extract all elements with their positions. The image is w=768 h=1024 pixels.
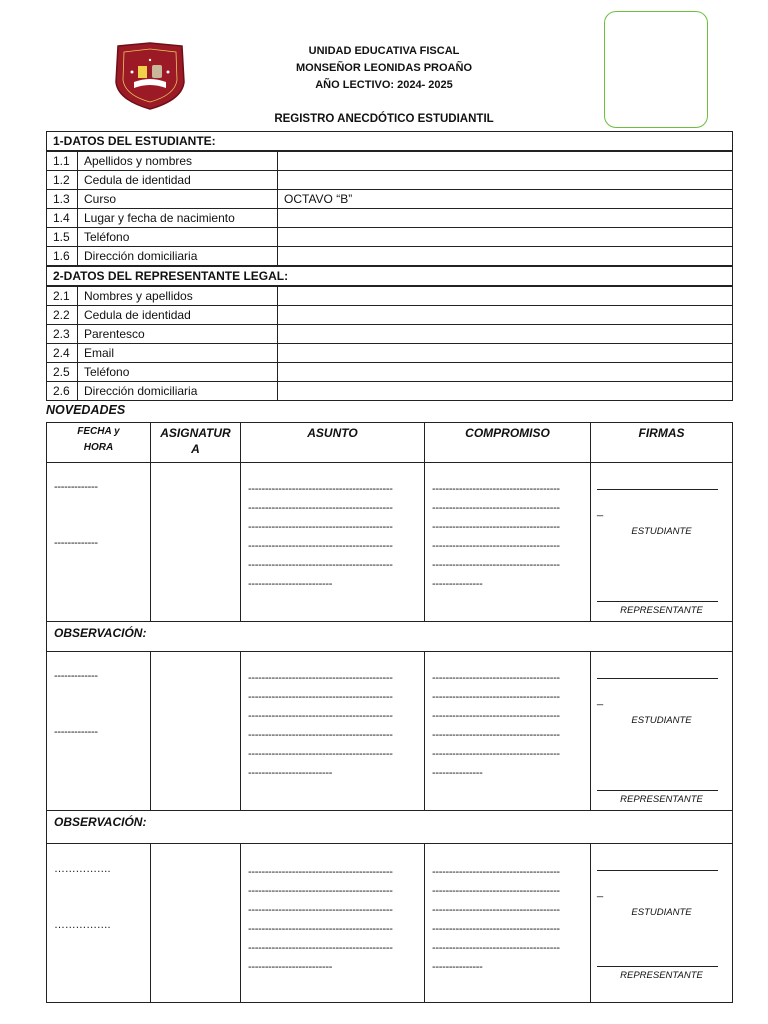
- asunto-line: -------------------------: [248, 578, 333, 590]
- asunto-cell[interactable]: [241, 463, 425, 622]
- guardian-data-table: [46, 266, 733, 401]
- field-label: Dirección domiciliaria: [78, 382, 278, 401]
- row-number: 1.4: [47, 209, 78, 228]
- representative-signature-line: [597, 966, 718, 967]
- field-value[interactable]: [278, 344, 733, 363]
- student-signature-label: ESTUDIANTE: [631, 526, 692, 537]
- field-value[interactable]: [278, 247, 733, 266]
- compromiso-line: --------------------------------------: [432, 672, 560, 684]
- asunto-line: -------------------------------------------: [248, 866, 393, 878]
- row-number: 1.3: [47, 190, 78, 209]
- compromiso-cell[interactable]: [425, 463, 591, 622]
- field-label: Curso: [78, 190, 278, 209]
- signature-underscore: _: [597, 886, 604, 898]
- asunto-line: -------------------------------------------: [248, 729, 393, 741]
- compromiso-line: ---------------: [432, 767, 483, 779]
- fecha-placeholder: …………….: [54, 863, 111, 875]
- field-label: Apellidos y nombres: [78, 151, 278, 171]
- field-value[interactable]: [278, 228, 733, 247]
- student-signature-label: ESTUDIANTE: [631, 715, 692, 726]
- signature-underscore: _: [597, 505, 604, 517]
- compromiso-line: --------------------------------------: [432, 502, 560, 514]
- compromiso-line: --------------------------------------: [432, 885, 560, 897]
- hora-placeholder: …………….: [54, 919, 111, 931]
- field-label: Teléfono: [78, 228, 278, 247]
- field-value[interactable]: [278, 171, 733, 190]
- col-header-asignatura: [151, 423, 241, 463]
- fecha-cell[interactable]: [47, 463, 151, 622]
- compromiso-line: --------------------------------------: [432, 540, 560, 552]
- novedad-entry: [47, 844, 733, 1003]
- hora-placeholder: -------------: [54, 537, 98, 549]
- field-value[interactable]: [278, 286, 733, 306]
- asunto-line: -------------------------------------------: [248, 521, 393, 533]
- compromiso-line: --------------------------------------: [432, 942, 560, 954]
- compromiso-line: --------------------------------------: [432, 923, 560, 935]
- field-label: Nombres y apellidos: [78, 286, 278, 306]
- asignatura-header-line2: A: [191, 442, 200, 456]
- row-number: 2.5: [47, 363, 78, 382]
- school-name-line2: MONSEÑOR LEONIDAS PROAÑO: [295, 62, 472, 74]
- fecha-cell[interactable]: [47, 652, 151, 811]
- document-title: REGISTRO ANECDÓTICO ESTUDIANTIL: [274, 113, 494, 125]
- compromiso-line: --------------------------------------: [432, 559, 560, 571]
- row-number: 2.6: [47, 382, 78, 401]
- observacion-row[interactable]: OBSERVACIÓN:: [47, 622, 733, 652]
- asunto-line: -------------------------------------------: [248, 691, 393, 703]
- row-number: 1.6: [47, 247, 78, 266]
- row-number: 1.5: [47, 228, 78, 247]
- compromiso-cell[interactable]: [425, 652, 591, 811]
- compromiso-line: --------------------------------------: [432, 729, 560, 741]
- asignatura-cell[interactable]: [151, 844, 241, 1003]
- field-label: Cedula de identidad: [78, 306, 278, 325]
- field-label: Teléfono: [78, 363, 278, 382]
- representative-signature-line: [597, 601, 718, 602]
- asunto-line: -------------------------------------------: [248, 942, 393, 954]
- row-number: 2.3: [47, 325, 78, 344]
- field-value[interactable]: [278, 151, 733, 171]
- student-signature-line: [597, 678, 718, 679]
- compromiso-cell[interactable]: [425, 844, 591, 1003]
- asunto-line: -------------------------------------------: [248, 923, 393, 935]
- field-label: Parentesco: [78, 325, 278, 344]
- fecha-header-line1: FECHA y: [77, 426, 120, 437]
- asunto-line: -------------------------------------------: [248, 710, 393, 722]
- asunto-line: -------------------------------------------: [248, 483, 393, 495]
- compromiso-line: --------------------------------------: [432, 521, 560, 533]
- photo-placeholder: [604, 11, 708, 128]
- novedades-table: [46, 422, 733, 1003]
- compromiso-line: --------------------------------------: [432, 691, 560, 703]
- field-label: Dirección domiciliaria: [78, 247, 278, 266]
- school-crest-logo: [112, 42, 188, 110]
- field-value[interactable]: [278, 363, 733, 382]
- novedades-title: NOVEDADES: [46, 403, 126, 417]
- fecha-cell[interactable]: [47, 844, 151, 1003]
- hora-placeholder: -------------: [54, 726, 98, 738]
- firmas-cell[interactable]: [591, 463, 733, 622]
- field-value[interactable]: [278, 306, 733, 325]
- asunto-line: -------------------------------------------: [248, 904, 393, 916]
- asignatura-cell[interactable]: [151, 463, 241, 622]
- field-label: Lugar y fecha de nacimiento: [78, 209, 278, 228]
- novedad-entry: [47, 463, 733, 622]
- row-number: 2.1: [47, 286, 78, 306]
- col-header-compromiso: COMPROMISO: [425, 423, 591, 463]
- firmas-cell[interactable]: [591, 844, 733, 1003]
- fecha-placeholder: -------------: [54, 670, 98, 682]
- asunto-line: -------------------------------------------: [248, 885, 393, 897]
- guardian-section-title: 2-DATOS DEL REPRESENTANTE LEGAL:: [47, 267, 733, 287]
- representative-signature-label: REPRESENTANTE: [620, 970, 703, 981]
- row-number: 2.4: [47, 344, 78, 363]
- compromiso-line: --------------------------------------: [432, 866, 560, 878]
- signature-underscore: _: [597, 694, 604, 706]
- student-signature-line: [597, 870, 718, 871]
- asunto-line: -------------------------------------------: [248, 748, 393, 760]
- compromiso-line: ---------------: [432, 578, 483, 590]
- field-label: Cedula de identidad: [78, 171, 278, 190]
- field-value[interactable]: OCTAVO “B”: [278, 190, 733, 209]
- asunto-line: -------------------------------------------: [248, 559, 393, 571]
- fecha-header-line2: HORA: [83, 442, 114, 453]
- asunto-line: -------------------------------------------: [248, 672, 393, 684]
- compromiso-line: --------------------------------------: [432, 748, 560, 760]
- compromiso-line: --------------------------------------: [432, 710, 560, 722]
- row-number: 1.2: [47, 171, 78, 190]
- asunto-cell[interactable]: [241, 652, 425, 811]
- asignatura-cell[interactable]: [151, 652, 241, 811]
- row-number: 2.2: [47, 306, 78, 325]
- asunto-line: -------------------------------------------: [248, 502, 393, 514]
- observacion-row[interactable]: OBSERVACIÓN:: [47, 811, 733, 844]
- fecha-placeholder: -------------: [54, 481, 98, 493]
- col-header-firmas: FIRMAS: [591, 423, 733, 463]
- student-section-title: 1-DATOS DEL ESTUDIANTE:: [47, 132, 733, 152]
- representative-signature-label: REPRESENTANTE: [620, 794, 703, 805]
- compromiso-line: ---------------: [432, 961, 483, 973]
- col-header-fecha: [47, 423, 151, 463]
- representative-signature-label: REPRESENTANTE: [620, 605, 703, 616]
- row-number: 1.1: [47, 151, 78, 171]
- novedad-entry: [47, 652, 733, 811]
- student-signature-label: ESTUDIANTE: [631, 907, 692, 918]
- firmas-cell[interactable]: [591, 652, 733, 811]
- asunto-line: -------------------------: [248, 767, 333, 779]
- student-data-table: [46, 131, 733, 266]
- student-signature-line: [597, 489, 718, 490]
- asunto-line: -------------------------: [248, 961, 333, 973]
- field-value[interactable]: [278, 325, 733, 344]
- compromiso-line: --------------------------------------: [432, 904, 560, 916]
- asignatura-header-line1: ASIGNATUR: [160, 426, 231, 440]
- school-year: AÑO LECTIVO: 2024- 2025: [315, 79, 453, 91]
- col-header-asunto: ASUNTO: [241, 423, 425, 463]
- asunto-cell[interactable]: [241, 844, 425, 1003]
- school-name: UNIDAD EDUCATIVA FISCAL: [308, 45, 460, 57]
- field-value[interactable]: [278, 209, 733, 228]
- field-value[interactable]: [278, 382, 733, 401]
- asunto-line: -------------------------------------------: [248, 540, 393, 552]
- compromiso-line: --------------------------------------: [432, 483, 560, 495]
- field-label: Email: [78, 344, 278, 363]
- representative-signature-line: [597, 790, 718, 791]
